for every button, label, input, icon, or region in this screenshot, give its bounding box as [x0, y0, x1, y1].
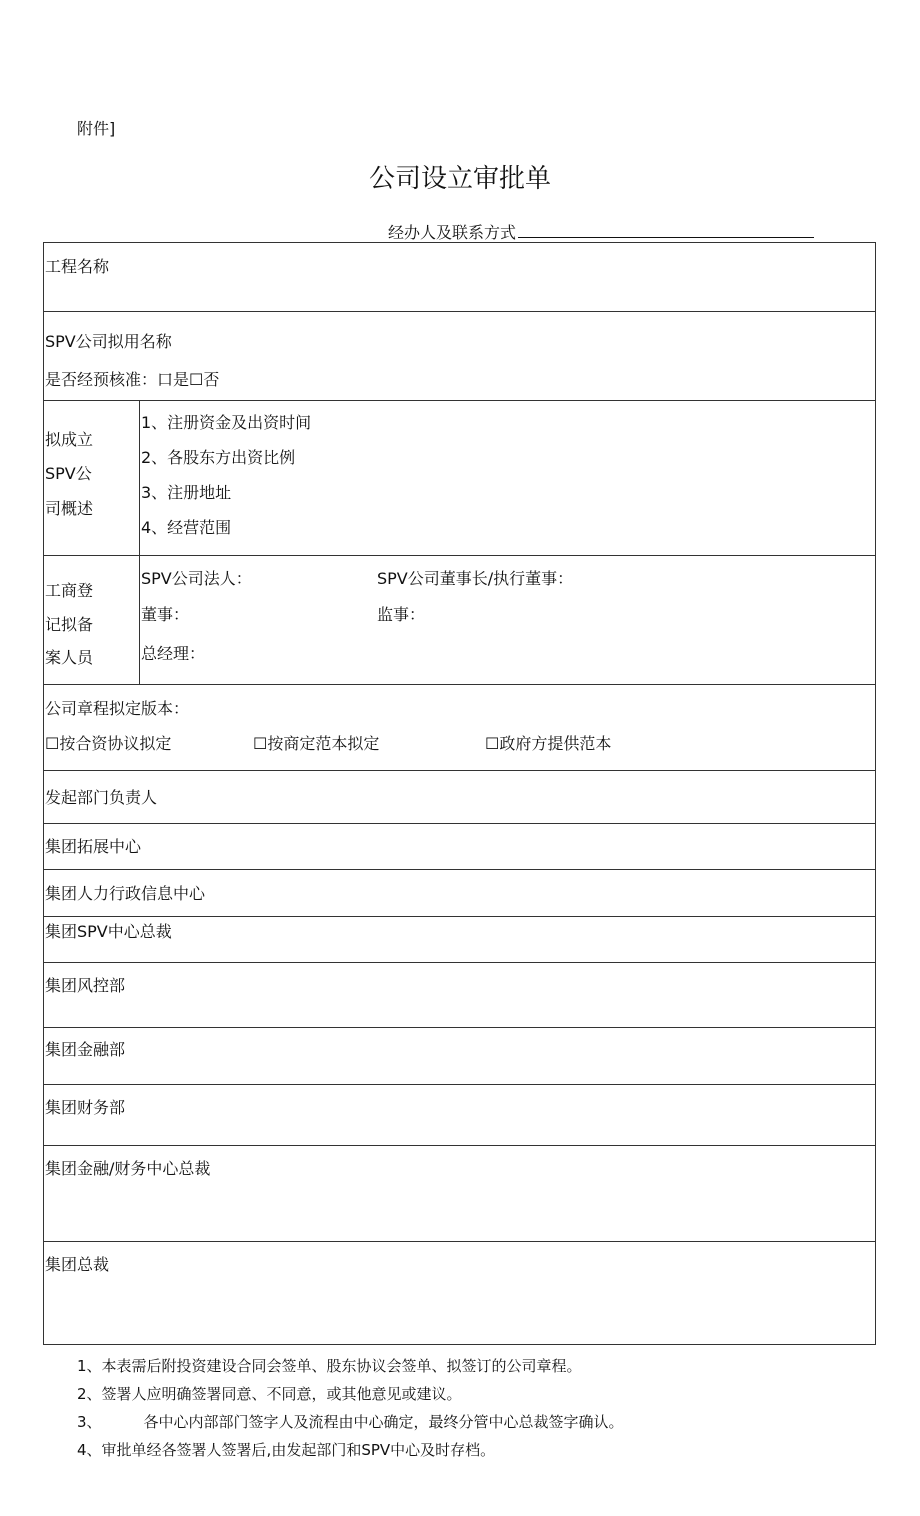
registration-label-line: 记拟备 — [45, 615, 94, 634]
row-divider — [44, 684, 875, 685]
project-name-label: 工程名称 — [45, 257, 110, 276]
overview-item: 1、注册资金及出资时间 — [141, 413, 312, 432]
approval-accounting-dept[interactable]: 集团财务部 — [45, 1098, 126, 1117]
note-item — [77, 1408, 624, 1436]
approval-form-table — [43, 242, 876, 1345]
approval-risk-control[interactable]: 集团风控部 — [45, 976, 126, 995]
overview-label-line: 拟成立 — [45, 430, 94, 449]
contact-label: 经办人及联系方式 — [388, 223, 517, 242]
approval-finance-dept[interactable]: 集团金融部 — [45, 1040, 126, 1059]
approval-initiating-dept-head[interactable]: 发起部门负责人 — [45, 788, 158, 807]
general-manager-field[interactable]: 总经理： — [141, 644, 206, 663]
attachment-label: 附件] — [77, 119, 116, 138]
note-item: 2、签署人应明确签署同意、不同意，或其他意见或建议。 — [77, 1385, 462, 1403]
overview-item: 2、各股东方出资比例 — [141, 448, 296, 467]
contact-blank-line[interactable] — [518, 223, 814, 238]
contact-field — [388, 220, 814, 243]
approval-expansion-center[interactable]: 集团拓展中心 — [45, 837, 142, 856]
supervisor-field[interactable]: 监事： — [377, 605, 426, 624]
note-item: 1、本表需后附投资建设合同会签单、股东协议会签单、拟签订的公司章程。 — [77, 1357, 582, 1375]
notes-list — [77, 1352, 624, 1464]
row-divider — [44, 962, 875, 963]
approval-group-president[interactable]: 集团总裁 — [45, 1255, 110, 1274]
label-column-divider — [139, 400, 140, 684]
row-divider — [44, 1241, 875, 1242]
registration-label-line: 工商登 — [45, 581, 94, 600]
registration-label-line: 案人员 — [45, 648, 94, 667]
charter-option-checkbox[interactable]: ☐按合资协议拟定 — [45, 734, 172, 753]
row-divider — [44, 1027, 875, 1028]
row-divider — [44, 1084, 875, 1085]
row-divider — [44, 1145, 875, 1146]
overview-item: 3、注册地址 — [141, 483, 232, 502]
charter-version-label: 公司章程拟定版本： — [45, 699, 190, 718]
charter-option-checkbox[interactable]: ☐政府方提供范本 — [485, 734, 612, 753]
director-field[interactable]: 董事： — [141, 605, 190, 624]
chairman-field[interactable]: SPV公司董事长/执行董事： — [377, 569, 574, 588]
overview-label-line: 司概述 — [45, 499, 94, 518]
page-title: 公司设立审批单 — [368, 164, 551, 194]
legal-rep-field[interactable]: SPV公司法人： — [141, 569, 252, 588]
approval-spv-center-president[interactable]: 集团SPV中心总裁 — [45, 922, 172, 941]
note-number: 3、 — [77, 1413, 102, 1431]
approval-hr-admin-it-center[interactable]: 集团人力行政信息中心 — [45, 884, 206, 903]
note-item: 4、审批单经各签署人签署后,由发起部门和SPV中心及时存档。 — [77, 1441, 496, 1459]
row-divider — [44, 555, 875, 556]
row-divider — [44, 916, 875, 917]
row-divider — [44, 311, 875, 312]
spv-name-label: SPV公司拟用名称 — [45, 332, 172, 351]
pre-approval-checkbox-row[interactable]: 是否经预核准：口是☐否 — [45, 370, 220, 389]
row-divider — [44, 869, 875, 870]
charter-option-checkbox[interactable]: ☐按商定范本拟定 — [253, 734, 380, 753]
note-text: 各中心内部部门签字人及流程由中心确定，最终分管中心总裁签字确认。 — [143, 1413, 624, 1431]
approval-finance-center-president[interactable]: 集团金融/财务中心总裁 — [45, 1159, 211, 1178]
row-divider — [44, 823, 875, 824]
overview-label-line: SPV公 — [45, 464, 92, 483]
overview-item: 4、经营范围 — [141, 518, 232, 537]
row-divider — [44, 400, 875, 401]
row-divider — [44, 770, 875, 771]
